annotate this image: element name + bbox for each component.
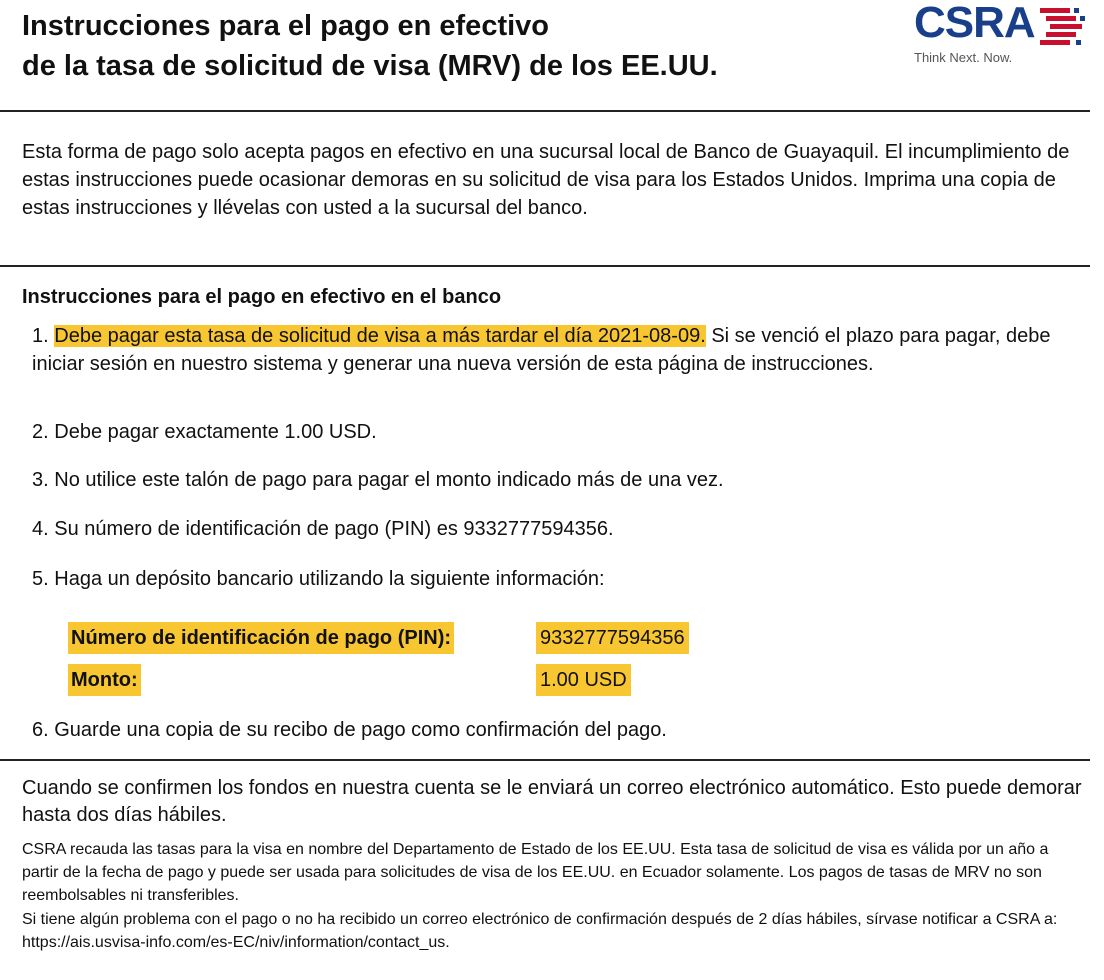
step-2 bbox=[32, 418, 1082, 446]
pin-value: 9332777594356 bbox=[536, 622, 689, 654]
csra-logo bbox=[908, 2, 1088, 72]
step-text: Guarde una copia de su recibo de pago como confirmación del pago. bbox=[54, 719, 667, 741]
step-4 bbox=[32, 515, 1082, 543]
step-5 bbox=[32, 565, 1082, 593]
step-text: Debe pagar exactamente 1.00 USD. bbox=[54, 421, 377, 443]
page-title bbox=[22, 6, 718, 86]
step-3 bbox=[32, 466, 1082, 494]
fine-print-contact: Si tiene algún problema con el pago o no ha recibido un correo electrónico de confirmación después de 2 días hábiles, sírvase notificar a CSRA a: https://ais.usvisa-info.com/es-EC/niv/information/contact_us. bbox=[22, 911, 1058, 951]
closing-paragraph: Cuando se confirmen los fondos en nuestra cuenta se le enviará un correo electrónico automático. Esto puede demorar hasta dos días hábiles. bbox=[22, 777, 1082, 826]
step-text: No utilice este talón de pago para pagar el monto indicado más de una vez. bbox=[54, 469, 724, 491]
step-number: 4. bbox=[32, 518, 49, 540]
deadline-highlight: Debe pagar esta tasa de solicitud de visa a más tardar el día 2021-08-09. bbox=[54, 325, 706, 347]
step-text: Su número de identificación de pago (PIN) es 9332777594356. bbox=[54, 518, 614, 540]
step-1 bbox=[32, 322, 1082, 378]
step-number: 5. bbox=[32, 568, 49, 590]
flag-stripes-icon bbox=[1030, 8, 1086, 48]
step-number: 2. bbox=[32, 421, 49, 443]
intro-paragraph: Esta forma de pago solo acepta pagos en efectivo en una sucursal local de Banco de Guayaquil. El incumplimiento de estas instrucciones puede ocasionar demoras en su solicitud de visa para los Estados Unidos. Imprima una copia de estas instrucciones y llévelas con usted a la sucursal del banco. bbox=[22, 141, 1070, 219]
step-number: 6. bbox=[32, 719, 49, 741]
divider bbox=[0, 759, 1090, 761]
section-title: Instrucciones para el pago en efectivo en el banco bbox=[22, 286, 502, 308]
divider bbox=[0, 110, 1090, 112]
page-title-line-2: de la tasa de solicitud de visa (MRV) de los EE.UU. bbox=[22, 50, 718, 82]
step-text: Si se venció el plazo para pagar, debe iniciar sesión en nuestro sistema y generar una nueva versión de esta página de instrucciones. bbox=[32, 325, 1051, 375]
amount-value: 1.00 USD bbox=[536, 664, 631, 696]
step-number: 1. bbox=[32, 325, 49, 347]
step-text: Haga un depósito bancario utilizando la siguiente información: bbox=[54, 568, 605, 590]
logo-tagline: Think Next. Now. bbox=[914, 50, 1013, 65]
pin-label: Número de identificación de pago (PIN): bbox=[68, 622, 454, 654]
step-number: 3. bbox=[32, 469, 49, 491]
step-6 bbox=[32, 716, 1082, 744]
amount-label: Monto: bbox=[68, 664, 141, 696]
logo-wordmark: CSRA bbox=[914, 0, 1035, 47]
fine-print-paragraph: CSRA recauda las tasas para la visa en nombre del Departamento de Estado de los EE.UU. Esta tasa de solicitud de visa es válida por un año a partir de la fecha de pago y puede ser usada para solicitudes de visa de los EE.UU. en Ecuador solamente. Los pagos de tasas de MRV no son reembolsables ni transferibles. bbox=[22, 841, 1049, 904]
divider bbox=[0, 265, 1090, 267]
page-title-line-1: Instrucciones para el pago en efectivo bbox=[22, 10, 549, 42]
